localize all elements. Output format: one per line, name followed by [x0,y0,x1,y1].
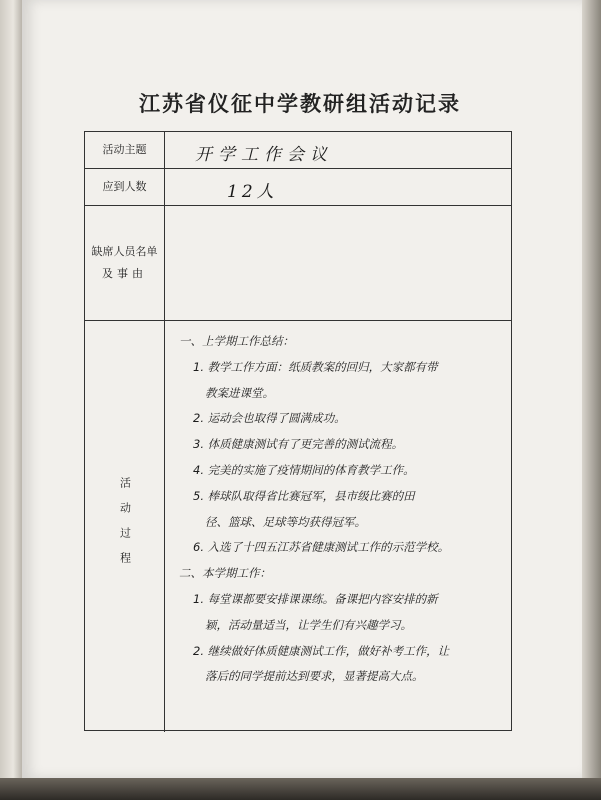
label-absent [85,206,165,320]
process-line: 2. 继续做好体质健康测试工作，做好补考工作，让 [193,643,450,658]
process-line: 1. 每堂课都要安排课课练。备课把内容安排的新 [193,591,438,606]
row-attendees [85,169,511,206]
process-line: 2. 运动会也取得了圆满成功。 [193,411,346,426]
value-absent [165,206,511,320]
label-topic: 活动主题 [85,132,165,168]
bottom-shadow [0,778,601,800]
row-process [85,321,511,732]
process-line: 6. 入选了十四五江苏省健康测试工作的示范学校。 [193,540,450,555]
process-notes [171,329,507,690]
process-line: 颖，活动量适当，让学生们有兴趣学习。 [205,617,412,632]
process-line: 径、篮球、足球等均获得冠军。 [205,514,366,529]
value-topic: 开学工作会议 [195,145,333,165]
process-line: 4. 完美的实施了疫情期间的体育教学工作。 [193,462,415,477]
process-line: 5. 棒球队取得省比赛冠军，县市级比赛的田 [193,488,415,503]
row-absent [85,206,511,321]
value-attendees: 12人 [227,182,278,202]
label-process [85,321,165,732]
label-process-text: 活动过程 [118,476,132,577]
record-form [84,131,512,731]
process-line: 教案进课堂。 [205,385,274,400]
right-page-edge [582,0,601,800]
process-line: 3. 体质健康测试有了更完善的测试流程。 [193,437,404,452]
process-line: 二、本学期工作： [179,566,271,581]
page-title: 江苏省仪征中学教研组活动记录 [139,91,461,116]
process-line: 1. 教学工作方面：纸质教案的回归，大家都有带 [193,359,438,374]
label-absent-line1: 缺席人员名单 [91,245,158,258]
process-line: 落后的同学提前达到要求，显著提高大点。 [205,669,424,684]
process-line: 一、上学期工作总结： [179,334,294,348]
row-topic [85,132,511,169]
left-page-edge [0,0,22,800]
label-attendees: 应到人数 [85,169,165,205]
label-absent-line2: 及事由 [102,267,147,280]
